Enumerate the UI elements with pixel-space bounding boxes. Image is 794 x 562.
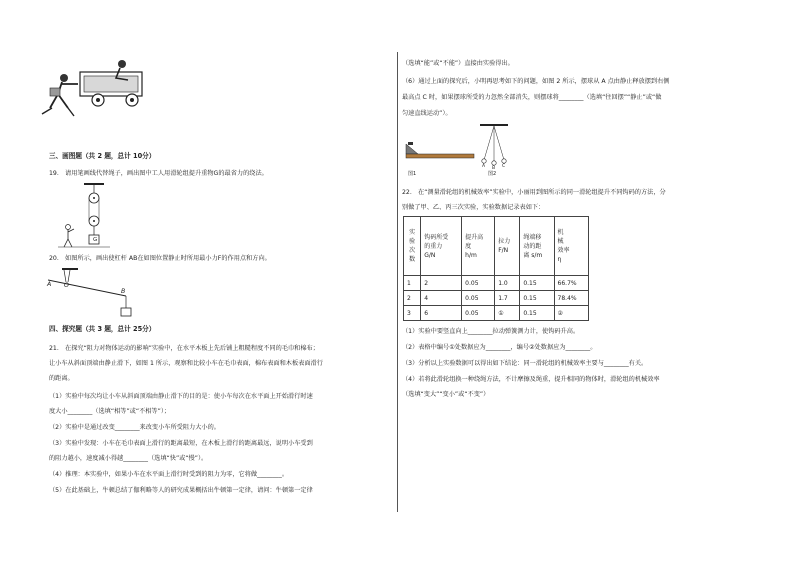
q21-line: （1）实验中每次均让小车从斜面顶端由静止滑下的目的是：使小车每次在水平面上开始滑行时速 — [49, 393, 313, 400]
table-cell: 1.7 — [495, 291, 520, 306]
table-cell: 3 — [404, 306, 421, 321]
right-intro-line: （选填“能”或“不能”）直接由实验得出。 — [402, 60, 514, 67]
table-header-cell: 提升高 度 h/m — [462, 217, 495, 276]
q21-line: （5）在此基础上，牛顿总结了伽利略等人的研究成果概括出牛顿第一定律，请问：牛顿第一定律 — [49, 487, 313, 494]
table-header-cell: 拉力 F/N — [495, 217, 520, 276]
q21-line: 的阻力越小，速度减小得越________（选填“快”或“慢”）。 — [49, 455, 208, 462]
incline-figure — [404, 138, 476, 164]
q22-part: （2）表格中编号①处数据应为________，编号②处数据应为________。 — [402, 344, 597, 351]
q22-line: 22. 在“测量滑轮组的机械效率”实验中，小丽用到图所示的同一滑轮组提升不同钩码的方法，分 — [402, 189, 666, 196]
table-cell: 78.4% — [554, 291, 588, 306]
table-cell: 0.05 — [462, 291, 495, 306]
table-cell: 6 — [421, 306, 462, 321]
table-header-row — [404, 217, 589, 276]
pendulum-label-a: A — [482, 164, 486, 169]
workers-pushing-cart-figure — [40, 58, 160, 120]
table-cell: 2 — [421, 276, 462, 291]
table-cell: ② — [554, 306, 588, 321]
figure1-caption: 图1 — [408, 171, 417, 177]
table-row — [404, 291, 589, 306]
right-intro-line: 最高点 C 时，如果摆球所受的力忽然全部消失，则摆球将________（选填“往回摆”“静止”或“做 — [402, 94, 662, 101]
lever-label-b: B — [121, 288, 126, 295]
table-row — [404, 276, 589, 291]
pendulum-label-b: B — [492, 166, 496, 171]
table-cell: 0.15 — [520, 291, 554, 306]
table-header-cell: 绳端移 动的距 离 s/m — [520, 217, 554, 276]
section4-title: 四、探究题（共 3 题，总计 25分） — [49, 325, 156, 333]
right-intro-line: 匀速直线运动”）。 — [402, 110, 452, 117]
table-cell: 0.15 — [520, 306, 554, 321]
q19-text: 19. 请用笔画线代替绳子，画出图中工人用滑轮组提升重物G的最省力的绕法。 — [49, 170, 268, 177]
table-cell: 0.05 — [462, 306, 495, 321]
q22-part: （选填“变大”“变小”或“不变”） — [402, 391, 490, 398]
table-header-cell: 钩码所受 的重力 G/N — [421, 217, 462, 276]
table-cell: 4 — [421, 291, 462, 306]
q21-line: 度大小________（选填“相等”或“不相等”）； — [49, 408, 171, 415]
q21-line: （3）实验中发现：小车在毛巾表面上滑行的距离最短，在木板上滑行的距离最远，说明小车受到 — [49, 440, 313, 447]
lever-label-a: A — [47, 281, 52, 288]
table-cell: 1.0 — [495, 276, 520, 291]
right-intro-line: （6）通过上面的探究后，小明再思考如下的问题，如图 2 所示，摆球从 A 点由静止释放摆到右侧 — [402, 78, 670, 85]
q22-part: （1）实验中要竖直向上________拉动弹簧测力计，使钩码升高。 — [402, 328, 580, 335]
q22-part: （3）分析以上实验数据可以得出如下结论：同一滑轮组的机械效率主要与________有关。 — [402, 360, 648, 367]
table-header-cell: 实 验 次 数 — [404, 217, 421, 276]
q22-part: （4）若将此滑轮组换一种绕绳方法，不计摩擦及绳重，提升相同的物体时，滑轮组的机械效率 — [402, 376, 660, 383]
section3-title: 三、画图题（共 2 题，总计 10分） — [49, 152, 156, 160]
q20-text: 20. 如图所示，画出使杠杆 AB在如图位置静止时所用最小力F的作用点和方向。 — [49, 255, 271, 262]
table-cell: 0.15 — [520, 276, 554, 291]
table-cell: 1 — [404, 276, 421, 291]
pendulum-label-c: C — [502, 164, 506, 169]
table-cell: 2 — [404, 291, 421, 306]
pendulum-figure — [474, 124, 514, 170]
q21-line: 的距离。 — [49, 375, 74, 382]
table-cell: 66.7% — [554, 276, 588, 291]
q21-line: （4）推理：本实验中，如果小车在水平面上滑行时受到的阻力为零，它将做________。 — [49, 471, 289, 478]
table-row — [404, 306, 589, 321]
q22-line: 别做了甲、乙、丙三次实验，实验数据记录表如下： — [402, 204, 545, 211]
pulley-system-figure — [58, 183, 110, 249]
q21-line: 21. 在探究“阻力对物体运动的影响”实验中，在水平木板上先后铺上粗糙程度不同的毛巾和棉布； — [49, 345, 319, 352]
lever-label-o: O — [64, 282, 69, 289]
figure2-caption: 图2 — [488, 171, 497, 177]
q21-line: 让小车从斜面顶端由静止滑下，如图 1 所示，观察和比较小车在毛巾表面，棉布表面和木板表面滑行 — [49, 360, 323, 367]
table-header-cell: 机 械 效率 η — [554, 217, 588, 276]
table-cell: 0.05 — [462, 276, 495, 291]
column-divider — [397, 52, 398, 512]
q21-line: （2）实验中是通过改变________来改变小车所受阻力大小的。 — [49, 424, 220, 431]
weight-g-label: G — [93, 237, 98, 243]
experiment-data-table — [403, 216, 589, 321]
table-cell: ① — [495, 306, 520, 321]
